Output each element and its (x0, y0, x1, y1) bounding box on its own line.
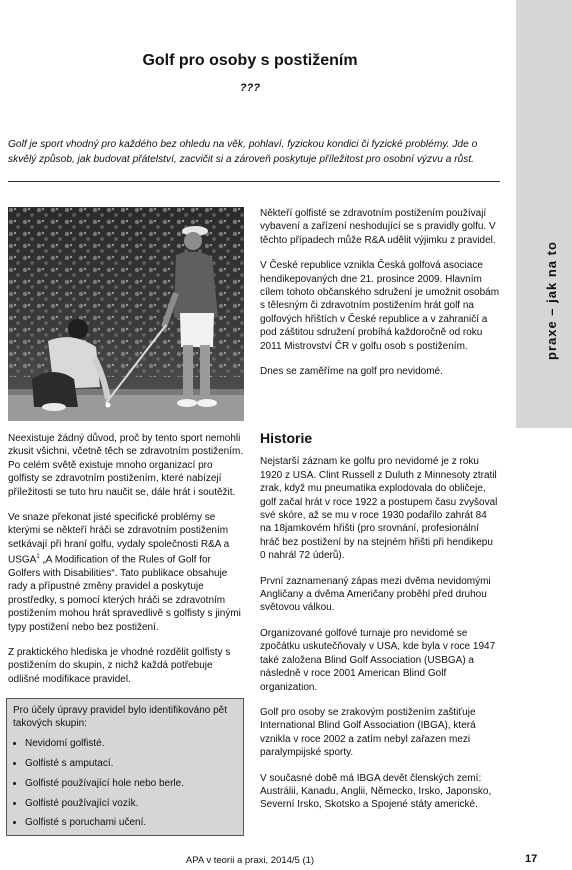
paragraph: První zaznamenaný zápas mezi dvěma nevidomými Angličany a dvěma Američany proběhl před druhou světovou válkou. (260, 575, 491, 614)
list-item: • Golfisté používající vozík. (25, 797, 237, 810)
section-label: praxe – jak na to (544, 241, 559, 360)
groups-box (6, 698, 244, 836)
list-item: • Golfisté s poruchami učení. (25, 816, 237, 829)
paragraph: V současné době má IBGA devět členských zemí: Austrálii, Kanadu, Anglii, Německo, Irsko, Japonsko, Severní Irsko, Skotsko a Spojené státy americké. (260, 772, 492, 811)
intro-column (260, 207, 500, 390)
paragraph: Nejstarší záznam ke golfu pro nevidomé je z roku 1920 z USA. Clint Russell z Duluth z Minnesoty ztratil zrak, když mu pneumatika explodovala do obličeje, golf začal hrát v roce 1922 a postupem času zvyšoval své skóre, až se mu v roce 1930 podařilo zahrát 84 na 18jamkovém hřišti (pro srovnání, profesionální hráč bez postižení by na stejném hřišti při hendikepu 0 nahrál 72 úderů). (260, 456, 498, 562)
article-title: Golf pro osoby s postižením (142, 52, 358, 69)
paragraph: Organizované golfové turnaje pro nevidomé se zpočátku uskutečňovaly v USA, kde byla v roce 1947 také založena Blind Golf Association (USBGA) a následně v roce 2001 American Blind Golf organization. (260, 627, 496, 693)
list-item: • Golfisté s amputací. (25, 757, 237, 770)
paragraph: Z praktického hlediska je vhodné rozdělit golfisty s postižením do skupin, z nichž každá potřebuje odlišné modifikace pravidel. (8, 647, 231, 685)
section-tab (516, 0, 572, 428)
history-column (260, 432, 500, 824)
article-abstract: Golf je sport vhodný pro každého bez ohledu na věk, pohlaví, fyzickou kondici či fyzické problémy. Jde o skvělý způsob, jak budovat přátelství, zacvičit si a zároveň poskytuje příležitost pro osobní výzvu a růst. (8, 139, 478, 165)
golf-photo (8, 207, 244, 421)
page-number: 17 (525, 853, 538, 865)
list-item: • Golfisté používající hole nebo berle. (25, 777, 237, 790)
paragraph: Někteří golfisté se zdravotním postižením používají vybavení a zařízení neshodující se s pravidly golfu. V těchto případech může R&A udělit výjimku z pravidel. (260, 208, 496, 246)
groups-list (13, 737, 237, 830)
left-column (8, 432, 244, 698)
footnote-marker: 1 (36, 554, 40, 561)
box-intro: Pro účely úpravy pravidel bylo identifikováno pět takových skupin: (13, 705, 228, 730)
paragraph-text: „A Modification of the Rules of Golf for Golfers with Disabilities“. Tato publikace obsahuje rady a přípustné změny pravidel a poskytuje prostředky, s pomocí kterých hráči se zdravotním postižením mohou hrát spravedlivě s golfisty s jinými typy postižení nebo bez postižení. (8, 554, 241, 633)
list-item: • Nevidomí golfisté. (25, 737, 237, 750)
paragraph: Dnes se zaměříme na golf pro nevidomé. (260, 366, 443, 378)
paragraph-text: Ve snaze překonat jisté specifické problémy se kterými se někteří hráči se zdravotním postižením setkávají při hraní golfu, vydaly společnosti R&A a USGA (8, 512, 230, 566)
paragraph: Neexistuje žádný důvod, proč by tento sport nemohli zkusit všichni, včetně těch se zdravotním postižením. Po celém světě existuje mnoho organizací pro golfisty se zdravotním postižením, které nabízejí příležitosti se tuto hru naučit se, dále hrát i soutěžit. (8, 433, 244, 498)
paragraph: V České republice vznikla Česká golfová asociace hendikepovaných dne 21. prosince 2009. Hlavním cílem tohoto občanského sdružení je umožnit osobám s tělesným či zdravotním postižením hrát golf na golfových hřištích v České republice a v zahraničí a pod záštitou sdružení probíhá každoročně od roku 2011 Mistrovství ČR v golfu osob s postižením. (260, 260, 500, 352)
page-footer: APA v teorii a praxi, 2014/5 (1) (185, 855, 315, 866)
divider (8, 181, 500, 182)
paragraph (8, 511, 244, 634)
paragraph: Golf pro osoby se zrakovým postižením zaštiťuje International Blind Golf Association (IBGA), která vznikla v roce 2002 a zatím nebyl zařazen mezi paralympijské sporty. (260, 706, 476, 759)
section-heading: Historie (260, 430, 313, 446)
article-author: ??? (239, 82, 261, 94)
